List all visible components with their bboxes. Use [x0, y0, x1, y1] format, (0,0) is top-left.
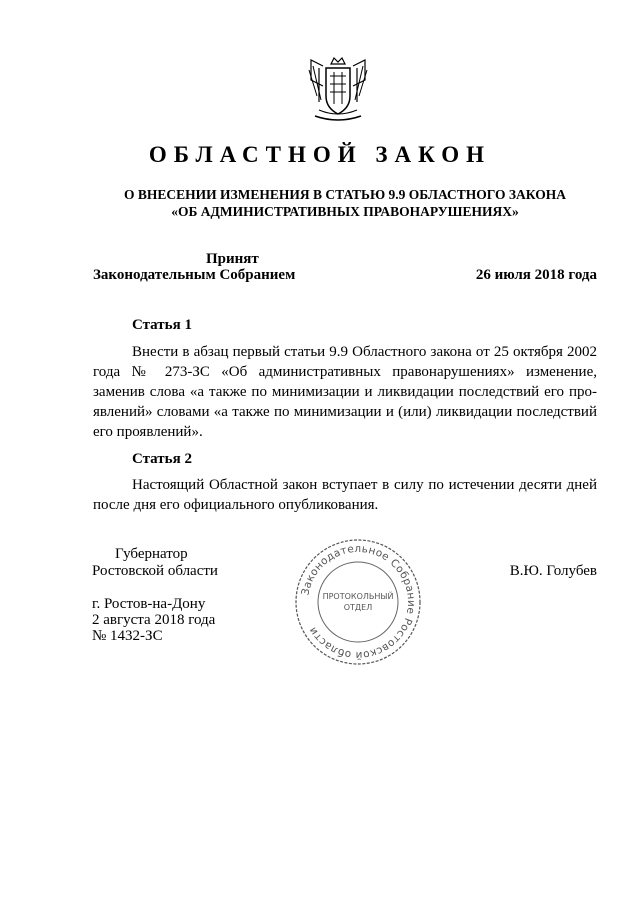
article-2-text: Настоящий Областной закон вступает в силу по истечении десяти дней после дня его официального опубликования. — [93, 477, 597, 513]
signatory-position-line-1: Губернатор — [115, 546, 188, 562]
law-number: № 1432-ЗС — [92, 628, 163, 644]
official-stamp — [293, 537, 423, 667]
stamp-center-line-2: ОТДЕЛ — [343, 603, 373, 612]
stamp-ring-text: Законодательное Собрание Ростовской области — [299, 542, 418, 662]
article-1-text: Внести в абзац первый статьи 9.9 Областного закона от 25 октября 2002 года № 273-ЗС «Об административных правонарушениях» изменение, заменив слова «а также по минимизации и ликвидации последствий его про-явлений» словами «а также по минимизации и (или) ликвидации последствий его проявлений». — [93, 344, 597, 440]
coat-of-arms-emblem — [301, 56, 375, 126]
document-title: ОБЛАСТНОЙ ЗАКОН — [148, 142, 492, 167]
adopted-label: Принят — [206, 251, 259, 267]
article-2-heading: Статья 2 — [132, 451, 192, 467]
document-subtitle — [0, 186, 640, 220]
article-1-heading: Статья 1 — [132, 317, 192, 333]
adoption-date: 26 июля 2018 года — [475, 267, 597, 283]
signing-place: г. Ростов-на-Дону — [92, 596, 206, 612]
subtitle-line-1: О ВНЕСЕНИИ ИЗМЕНЕНИЯ В СТАТЬЮ 9.9 ОБЛАСТНОГО ЗАКОНА — [124, 187, 566, 202]
subtitle-line-2: «ОБ АДМИНИСТРАТИВНЫХ ПРАВОНАРУШЕНИЯХ» — [171, 204, 519, 219]
stamp-center-line-1: ПРОТОКОЛЬНЫЙ — [322, 592, 394, 601]
signatory-position-line-2: Ростовской области — [92, 563, 218, 579]
signing-date: 2 августа 2018 года — [92, 612, 216, 628]
adopting-body: Законодательным Собранием — [93, 267, 296, 283]
signatory-name: В.Ю. Голубев — [509, 563, 597, 579]
